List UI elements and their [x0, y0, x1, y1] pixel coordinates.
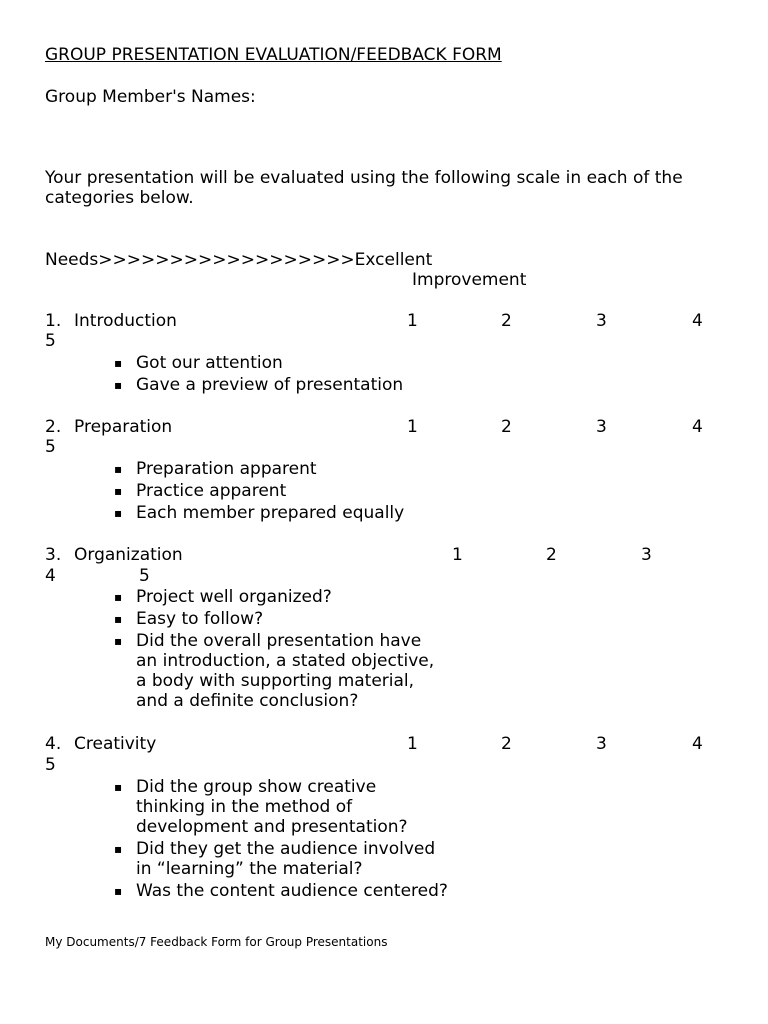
list-item: ▪ Project well organized?: [114, 587, 332, 607]
section-title: Preparation: [74, 417, 173, 437]
score-5: 5: [45, 755, 56, 775]
bullet-icon: ▪: [114, 612, 123, 626]
list-item: ▪ Preparation apparent: [114, 459, 317, 479]
intro-text-line-2: categories below.: [45, 188, 194, 208]
section-number: 3.: [45, 545, 62, 565]
list-item: ▪ Did the overall presentation have an introduction, a stated objective, a body with supporting material, and a definite conclusion?: [114, 631, 435, 711]
bullet-icon: ▪: [114, 634, 123, 648]
list-item: ▪ Gave a preview of presentation: [114, 375, 404, 395]
bullet-list: [114, 587, 434, 713]
score-1: 1: [407, 311, 418, 331]
score-3: 3: [596, 734, 607, 754]
bullet-icon: ▪: [114, 506, 123, 520]
intro-text-line-1: Your presentation will be evaluated using the following scale in each of the: [45, 168, 683, 188]
scale-label-improvement: Improvement: [412, 270, 527, 290]
list-item: ▪ Got our attention: [114, 353, 283, 373]
bullet-list: [114, 459, 404, 525]
group-members-label: Group Member's Names:: [45, 87, 256, 107]
score-2: 2: [501, 734, 512, 754]
section-title: Organization: [74, 545, 183, 565]
bullet-icon: ▪: [114, 484, 123, 498]
bullet-icon: ▪: [114, 780, 123, 794]
list-item: ▪ Was the content audience centered?: [114, 881, 448, 901]
score-5: 5: [45, 437, 56, 457]
score-4: 4: [45, 566, 56, 586]
section-number: 2.: [45, 417, 62, 437]
list-item: ▪ Did they get the audience involved in “learning” the material?: [114, 839, 436, 879]
scale-label: Needs>>>>>>>>>>>>>>>>>>Excellent: [45, 250, 433, 270]
score-2: 2: [546, 545, 557, 565]
score-5: 5: [139, 566, 150, 586]
section-number: 1.: [45, 311, 62, 331]
score-3: 3: [596, 417, 607, 437]
form-title: GROUP PRESENTATION EVALUATION/FEEDBACK FORM: [45, 45, 502, 65]
bullet-icon: ▪: [114, 884, 123, 898]
score-1: 1: [407, 417, 418, 437]
score-4: 4: [692, 417, 703, 437]
bullet-icon: ▪: [114, 356, 123, 370]
list-item: ▪ Easy to follow?: [114, 609, 264, 629]
score-4: 4: [692, 311, 703, 331]
list-item: ▪ Did the group show creative thinking in the method of development and presentation?: [114, 777, 408, 837]
bullet-icon: ▪: [114, 842, 123, 856]
footer-path: My Documents/7 Feedback Form for Group Presentations: [45, 935, 388, 949]
score-4: 4: [692, 734, 703, 754]
score-1: 1: [407, 734, 418, 754]
score-3: 3: [641, 545, 652, 565]
bullet-icon: ▪: [114, 590, 123, 604]
bullet-icon: ▪: [114, 378, 123, 392]
score-3: 3: [596, 311, 607, 331]
bullet-list: [114, 353, 403, 397]
bullet-list: [114, 777, 448, 903]
list-item: ▪ Each member prepared equally: [114, 503, 405, 523]
list-item: ▪ Practice apparent: [114, 481, 287, 501]
section-title: Introduction: [74, 311, 177, 331]
score-2: 2: [501, 311, 512, 331]
section-number: 4.: [45, 734, 62, 754]
section-title: Creativity: [74, 734, 157, 754]
score-1: 1: [452, 545, 463, 565]
bullet-icon: ▪: [114, 462, 123, 476]
score-2: 2: [501, 417, 512, 437]
score-5: 5: [45, 331, 56, 351]
